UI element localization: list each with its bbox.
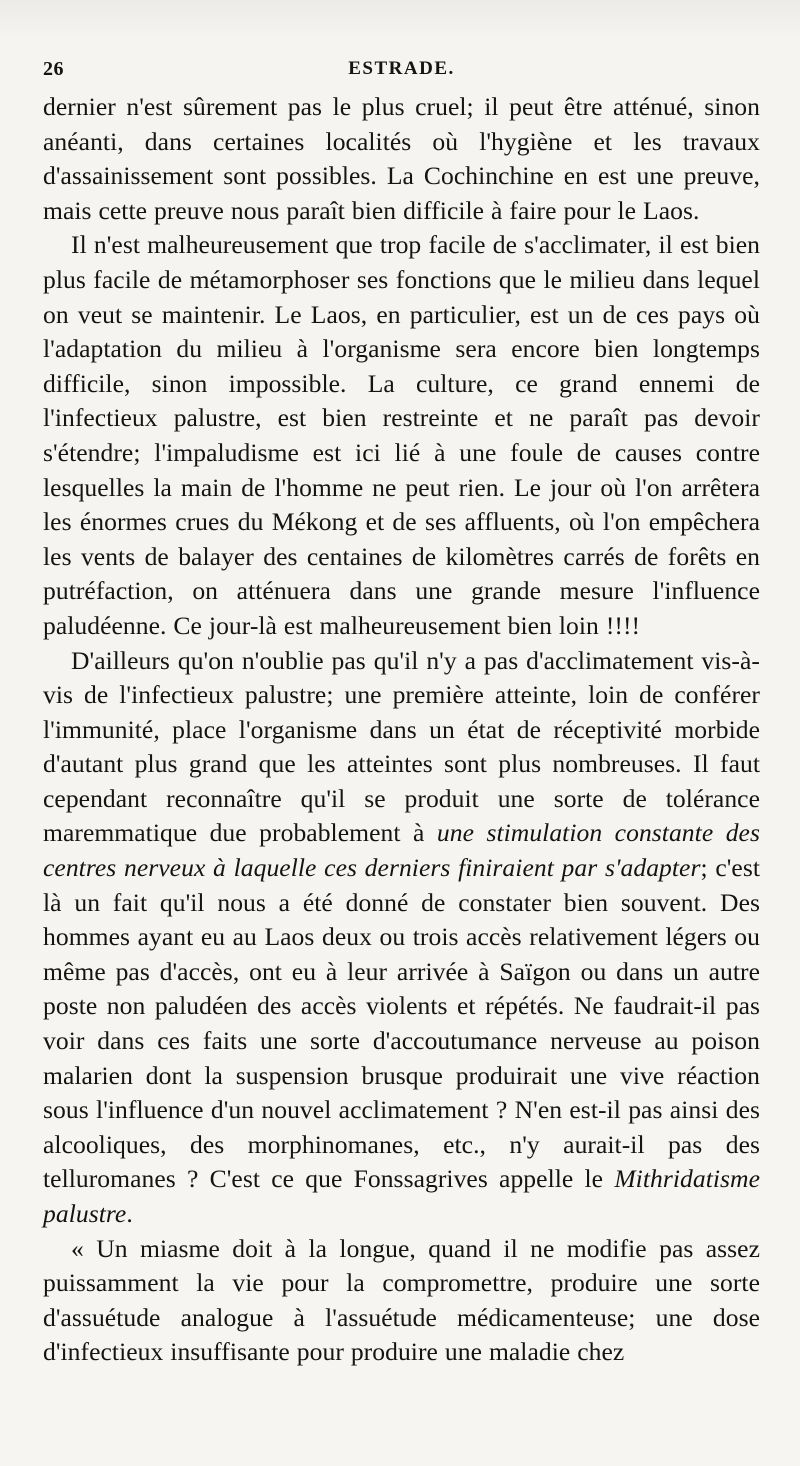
paragraph-3-end: . [126, 1199, 133, 1228]
body-text [43, 90, 760, 1370]
paragraph-3-italic-term: Mithridatisme palustre [43, 1164, 760, 1228]
running-head [43, 58, 760, 88]
paragraph-3-part-1: D'ailleurs qu'on n'oublie pas qu'il n'y a pas d'acclimatement vis-à-vis de l'infectieux palustre; une première atteinte, loin de conférer l'immunité, place l'organisme dans un état de réceptivité morbide d'autant plus grand que les atteintes sont plus nombreuses. Il faut cependant reconnaître qu'il se produit une sorte de tolérance maremmatique due probablement à [43, 645, 760, 848]
paragraph-1: dernier n'est sûrement pas le plus cruel; il peut être atténué, sinon anéanti, dans certaines localités où l'hygiène et les travaux d'assainissement sont possibles. La Cochinchine en est une preuve, mais cette preuve nous paraît bien difficile à faire pour le Laos. [43, 92, 760, 225]
paragraph-2: Il n'est malheureusement que trop facile de s'acclimater, il est bien plus facile de métamorphoser ses fonctions que le milieu dans lequel on veut se maintenir. Le Laos, en particulier, est un de ces pays où l'adaptation du milieu à l'organisme sera encore bien longtemps difficile, sinon impossible. La culture, ce grand ennemi de l'infectieux palustre, est bien restreinte et ne paraît pas devoir s'étendre; l'impaludisme est ici lié à une foule de causes contre lesquelles la main de l'homme ne peut rien. Le jour où l'on arrêtera les énormes crues du Mékong et de ses affluents, où l'on empêchera les vents de balayer des centaines de kilomètres carrés de forêts en putréfaction, on atténuera dans une grande mesure l'influence paludéenne. Ce jour-là est malheureusement bien loin !!!! [43, 230, 760, 640]
paragraph-3-part-2: ; c'est là un fait qu'il nous a été donné de constater bien souvent. Des hommes ayant eu au Laos deux ou trois accès relativement légers ou même pas d'accès, ont eu à leur arrivée à Saïgon ou dans un autre poste non paludéen des accès violents et répétés. Ne faudrait-il pas voir dans ces faits une sorte d'accoutumance nerveuse au poison malarien dont la suspension brusque produirait une vive réaction sous l'influence d'un nouvel acclimatement ? N'en est-il pas ainsi des alcooliques, des morphinomanes, etc., n'y aurait-il pas des telluromanes ? C'est ce que Fonssagrives appelle le [43, 853, 761, 1194]
paragraph-3-italic-phrase: une stimulation constante des centres nerveux à laquelle ces derniers finiraient par s'adapter [43, 818, 760, 883]
running-title: ESTRADE. [348, 58, 455, 79]
page-number: 26 [43, 58, 64, 80]
paragraph-4: « Un miasme doit à la longue, quand il ne modifie pas assez puissamment la vie pour la compromettre, produire une sorte d'assuétude analogue à l'assuétude médicamenteuse; une dose d'infectieux insuffisante pour produire une maladie chez [43, 1233, 760, 1367]
paragraph-3 [43, 644, 760, 1232]
